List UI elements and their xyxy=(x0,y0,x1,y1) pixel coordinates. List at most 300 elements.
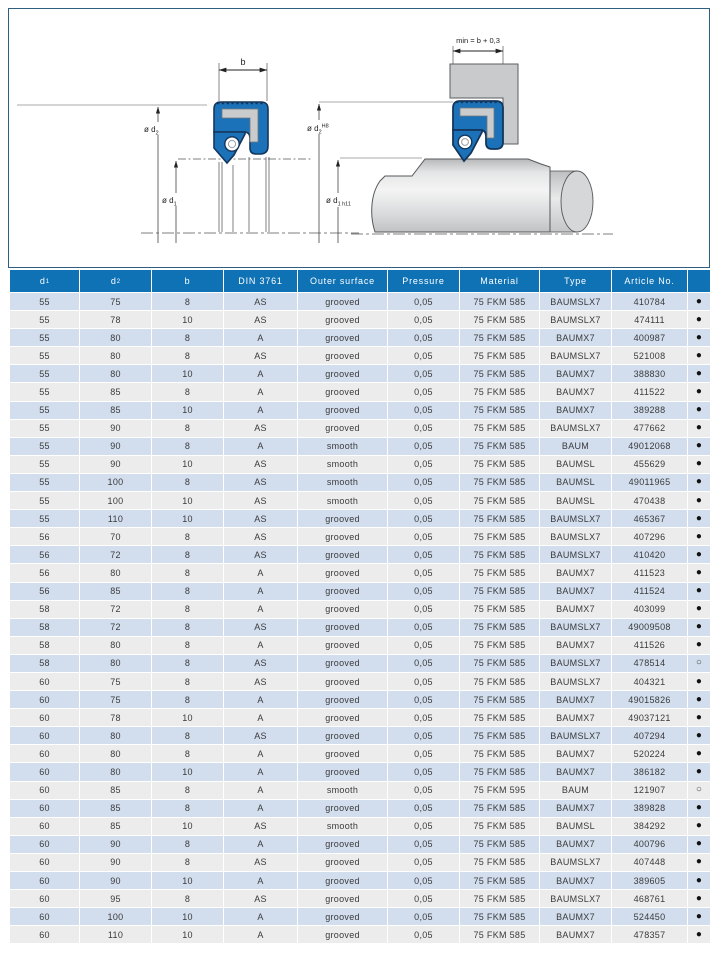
availability-dot-filled: ● xyxy=(688,890,710,907)
seal-cross-section xyxy=(214,102,268,163)
cell-pressure: 0,05 xyxy=(388,383,459,400)
cell-b: 8 xyxy=(152,800,223,817)
cell-pressure: 0,05 xyxy=(388,365,459,382)
cell-din-3761: AS xyxy=(224,510,297,527)
cell-outer-surface: grooved xyxy=(298,546,387,563)
table-row xyxy=(10,383,710,400)
d1-label: ø $d_1$ xyxy=(162,196,177,208)
cell-din-3761: A xyxy=(224,926,297,943)
cell-d2: 85 xyxy=(80,402,151,419)
cell-d2: 110 xyxy=(80,926,151,943)
cell-article-no: 474111 xyxy=(612,311,687,328)
availability-dot-filled: ● xyxy=(688,637,710,654)
cell-din-3761: AS xyxy=(224,311,297,328)
cell-d1: 60 xyxy=(10,745,79,762)
cell-din-3761: A xyxy=(224,745,297,762)
cell-material: 75 FKM 585 xyxy=(460,926,539,943)
cell-din-3761: A xyxy=(224,908,297,925)
cell-type: BAUMX7 xyxy=(540,601,611,618)
cell-material: 75 FKM 585 xyxy=(460,890,539,907)
cell-article-no: 520224 xyxy=(612,745,687,762)
cell-type: BAUMSLX7 xyxy=(540,420,611,437)
availability-dot-filled: ● xyxy=(688,763,710,780)
cell-outer-surface: grooved xyxy=(298,583,387,600)
cell-outer-surface: grooved xyxy=(298,619,387,636)
cell-material: 75 FKM 585 xyxy=(460,528,539,545)
cell-din-3761: A xyxy=(224,601,297,618)
cell-outer-surface: grooved xyxy=(298,854,387,871)
cell-article-no: 478357 xyxy=(612,926,687,943)
cell-b: 8 xyxy=(152,637,223,654)
availability-dot-filled: ● xyxy=(688,818,710,835)
cell-material: 75 FKM 585 xyxy=(460,709,539,726)
cell-pressure: 0,05 xyxy=(388,763,459,780)
availability-dot-filled: ● xyxy=(688,673,710,690)
cell-d1: 60 xyxy=(10,872,79,889)
cell-d2: 90 xyxy=(80,438,151,455)
cell-article-no: 404321 xyxy=(612,673,687,690)
cell-din-3761: AS xyxy=(224,528,297,545)
availability-dot-filled: ● xyxy=(688,492,710,509)
availability-dot-filled: ● xyxy=(688,329,710,346)
cell-outer-surface: grooved xyxy=(298,383,387,400)
cell-din-3761: A xyxy=(224,564,297,581)
cell-outer-surface: grooved xyxy=(298,402,387,419)
table-row xyxy=(10,402,710,419)
availability-dot-filled: ● xyxy=(688,311,710,328)
cell-pressure: 0,05 xyxy=(388,727,459,744)
cell-d1: 60 xyxy=(10,890,79,907)
cell-b: 8 xyxy=(152,836,223,853)
cell-din-3761: A xyxy=(224,782,297,799)
cell-outer-surface: smooth xyxy=(298,438,387,455)
cell-type: BAUMX7 xyxy=(540,908,611,925)
cell-din-3761: AS xyxy=(224,655,297,672)
column-header-type: Type xyxy=(540,270,611,292)
cell-material: 75 FKM 585 xyxy=(460,727,539,744)
cell-article-no: 49009508 xyxy=(612,619,687,636)
cell-article-no: 49015826 xyxy=(612,691,687,708)
garter-spring xyxy=(458,135,472,149)
cell-b: 8 xyxy=(152,619,223,636)
availability-dot-filled: ● xyxy=(688,800,710,817)
cell-d1: 55 xyxy=(10,420,79,437)
table-row xyxy=(10,818,710,835)
table-row xyxy=(10,673,710,690)
cell-d1: 58 xyxy=(10,619,79,636)
table-row xyxy=(10,619,710,636)
table-row xyxy=(10,908,710,925)
cell-article-no: 470438 xyxy=(612,492,687,509)
cell-d1: 55 xyxy=(10,329,79,346)
cell-pressure: 0,05 xyxy=(388,637,459,654)
cell-d2: 75 xyxy=(80,691,151,708)
cell-article-no: 49037121 xyxy=(612,709,687,726)
cell-outer-surface: grooved xyxy=(298,365,387,382)
table-row xyxy=(10,329,710,346)
cell-pressure: 0,05 xyxy=(388,601,459,618)
cell-d2: 80 xyxy=(80,745,151,762)
cell-d2: 80 xyxy=(80,329,151,346)
cell-outer-surface: grooved xyxy=(298,800,387,817)
cell-material: 75 FKM 585 xyxy=(460,329,539,346)
cell-d2: 80 xyxy=(80,655,151,672)
cell-type: BAUMSLX7 xyxy=(540,673,611,690)
cell-din-3761: A xyxy=(224,872,297,889)
cell-material: 75 FKM 585 xyxy=(460,836,539,853)
cell-material: 75 FKM 585 xyxy=(460,438,539,455)
cell-pressure: 0,05 xyxy=(388,311,459,328)
availability-dot-filled: ● xyxy=(688,619,710,636)
cell-b: 10 xyxy=(152,456,223,473)
cell-outer-surface: grooved xyxy=(298,890,387,907)
cell-d1: 58 xyxy=(10,637,79,654)
cell-d1: 60 xyxy=(10,926,79,943)
cell-type: BAUMSL xyxy=(540,818,611,835)
table-row xyxy=(10,727,710,744)
cell-material: 75 FKM 585 xyxy=(460,908,539,925)
cell-type: BAUMSLX7 xyxy=(540,854,611,871)
table-row xyxy=(10,293,710,310)
cell-article-no: 411523 xyxy=(612,564,687,581)
table-row xyxy=(10,763,710,780)
table-row xyxy=(10,510,710,527)
cell-type: BAUMSLX7 xyxy=(540,546,611,563)
cell-d1: 55 xyxy=(10,474,79,491)
cell-type: BAUMX7 xyxy=(540,800,611,817)
cell-b: 8 xyxy=(152,583,223,600)
cell-material: 75 FKM 585 xyxy=(460,872,539,889)
cell-outer-surface: grooved xyxy=(298,836,387,853)
cell-material: 75 FKM 585 xyxy=(460,854,539,871)
cell-din-3761: A xyxy=(224,402,297,419)
cell-d1: 60 xyxy=(10,782,79,799)
table-row xyxy=(10,709,710,726)
shaft-end-cap xyxy=(561,171,593,232)
cell-outer-surface: grooved xyxy=(298,908,387,925)
cell-material: 75 FKM 585 xyxy=(460,691,539,708)
availability-dot-filled: ● xyxy=(688,583,710,600)
availability-dot-filled: ● xyxy=(688,474,710,491)
cell-din-3761: AS xyxy=(224,890,297,907)
cell-din-3761: AS xyxy=(224,347,297,364)
table-row xyxy=(10,474,710,491)
cell-d2: 90 xyxy=(80,854,151,871)
cell-d1: 56 xyxy=(10,564,79,581)
cell-din-3761: AS xyxy=(224,818,297,835)
cell-material: 75 FKM 595 xyxy=(460,782,539,799)
cell-b: 10 xyxy=(152,818,223,835)
availability-dot-filled: ● xyxy=(688,438,710,455)
cell-d2: 80 xyxy=(80,347,151,364)
cell-b: 8 xyxy=(152,691,223,708)
cell-type: BAUMX7 xyxy=(540,836,611,853)
availability-dot-filled: ● xyxy=(688,383,710,400)
cell-d1: 60 xyxy=(10,691,79,708)
cell-d1: 55 xyxy=(10,383,79,400)
cell-b: 10 xyxy=(152,763,223,780)
cell-b: 8 xyxy=(152,727,223,744)
cell-material: 75 FKM 585 xyxy=(460,619,539,636)
cell-din-3761: AS xyxy=(224,492,297,509)
availability-dot-filled: ● xyxy=(688,709,710,726)
cell-d1: 55 xyxy=(10,456,79,473)
cell-article-no: 400987 xyxy=(612,329,687,346)
cell-d2: 72 xyxy=(80,546,151,563)
cell-din-3761: A xyxy=(224,763,297,780)
cell-din-3761: AS xyxy=(224,474,297,491)
width-dimension-label: b xyxy=(240,57,246,67)
table-row xyxy=(10,854,710,871)
cell-outer-surface: smooth xyxy=(298,782,387,799)
availability-dot-filled: ● xyxy=(688,745,710,762)
cell-type: BAUMX7 xyxy=(540,365,611,382)
column-header-material: Material xyxy=(460,270,539,292)
cell-din-3761: A xyxy=(224,800,297,817)
cell-material: 75 FKM 585 xyxy=(460,800,539,817)
cell-din-3761: A xyxy=(224,637,297,654)
cell-pressure: 0,05 xyxy=(388,854,459,871)
cell-b: 8 xyxy=(152,546,223,563)
cell-type: BAUMX7 xyxy=(540,402,611,419)
cell-d2: 100 xyxy=(80,474,151,491)
cell-article-no: 403099 xyxy=(612,601,687,618)
cell-material: 75 FKM 585 xyxy=(460,347,539,364)
cell-outer-surface: grooved xyxy=(298,564,387,581)
cell-pressure: 0,05 xyxy=(388,293,459,310)
garter-spring xyxy=(225,137,239,151)
cell-material: 75 FKM 585 xyxy=(460,474,539,491)
cell-pressure: 0,05 xyxy=(388,691,459,708)
d1-tolerance-label: ø $d_1$ h11 xyxy=(326,196,351,208)
cell-pressure: 0,05 xyxy=(388,510,459,527)
cell-material: 75 FKM 585 xyxy=(460,673,539,690)
cell-b: 10 xyxy=(152,872,223,889)
table-row xyxy=(10,347,710,364)
table-row xyxy=(10,492,710,509)
cell-d2: 75 xyxy=(80,673,151,690)
column-header-b: b xyxy=(152,270,223,292)
cell-type: BAUMX7 xyxy=(540,763,611,780)
table-row xyxy=(10,782,710,799)
table-row xyxy=(10,836,710,853)
cell-article-no: 477662 xyxy=(612,420,687,437)
cell-material: 75 FKM 585 xyxy=(460,564,539,581)
table-row xyxy=(10,926,710,943)
column-header-d1: d 1 xyxy=(10,270,79,292)
cell-d1: 60 xyxy=(10,818,79,835)
availability-dot-filled: ● xyxy=(688,854,710,871)
cell-type: BAUM xyxy=(540,438,611,455)
cell-d1: 60 xyxy=(10,763,79,780)
cell-outer-surface: grooved xyxy=(298,763,387,780)
bore-lines xyxy=(219,157,269,232)
cell-pressure: 0,05 xyxy=(388,709,459,726)
column-header-pressure: Pressure xyxy=(388,270,459,292)
availability-dot-filled: ● xyxy=(688,402,710,419)
seal-dimension-table xyxy=(10,270,710,943)
cell-outer-surface: grooved xyxy=(298,872,387,889)
cell-pressure: 0,05 xyxy=(388,583,459,600)
table-row xyxy=(10,601,710,618)
cell-material: 75 FKM 585 xyxy=(460,637,539,654)
cell-material: 75 FKM 585 xyxy=(460,510,539,527)
cell-d1: 55 xyxy=(10,293,79,310)
table-row xyxy=(10,872,710,889)
cell-type: BAUMX7 xyxy=(540,383,611,400)
cell-type: BAUMX7 xyxy=(540,745,611,762)
table-row xyxy=(10,583,710,600)
cell-d1: 55 xyxy=(10,402,79,419)
cell-din-3761: A xyxy=(224,709,297,726)
cell-pressure: 0,05 xyxy=(388,655,459,672)
cell-din-3761: AS xyxy=(224,420,297,437)
cell-type: BAUMSL xyxy=(540,456,611,473)
cell-b: 10 xyxy=(152,908,223,925)
cell-din-3761: A xyxy=(224,383,297,400)
cell-d1: 55 xyxy=(10,365,79,382)
cell-d2: 72 xyxy=(80,619,151,636)
cell-pressure: 0,05 xyxy=(388,926,459,943)
cell-article-no: 410784 xyxy=(612,293,687,310)
availability-dot-filled: ● xyxy=(688,347,710,364)
cell-b: 8 xyxy=(152,673,223,690)
cell-d1: 60 xyxy=(10,800,79,817)
cell-d2: 110 xyxy=(80,510,151,527)
cell-type: BAUMX7 xyxy=(540,564,611,581)
cell-outer-surface: grooved xyxy=(298,727,387,744)
cell-type: BAUMX7 xyxy=(540,872,611,889)
cell-din-3761: AS xyxy=(224,673,297,690)
cell-type: BAUMSLX7 xyxy=(540,890,611,907)
cell-d2: 80 xyxy=(80,365,151,382)
cell-outer-surface: grooved xyxy=(298,528,387,545)
cell-din-3761: AS xyxy=(224,456,297,473)
cell-article-no: 49012068 xyxy=(612,438,687,455)
cell-din-3761: A xyxy=(224,583,297,600)
cell-outer-surface: grooved xyxy=(298,655,387,672)
cell-d1: 60 xyxy=(10,836,79,853)
cell-d2: 80 xyxy=(80,564,151,581)
table-row xyxy=(10,365,710,382)
cell-b: 8 xyxy=(152,383,223,400)
seal-cross-section-drawing xyxy=(9,9,709,267)
cell-b: 10 xyxy=(152,709,223,726)
cell-outer-surface: grooved xyxy=(298,347,387,364)
cell-material: 75 FKM 585 xyxy=(460,818,539,835)
cell-article-no: 384292 xyxy=(612,818,687,835)
cell-type: BAUMSLX7 xyxy=(540,619,611,636)
cell-pressure: 0,05 xyxy=(388,402,459,419)
cell-article-no: 524450 xyxy=(612,908,687,925)
cell-article-no: 388830 xyxy=(612,365,687,382)
table-row xyxy=(10,800,710,817)
availability-dot-hollow: ○ xyxy=(688,782,710,799)
cell-d1: 55 xyxy=(10,311,79,328)
availability-dot-filled: ● xyxy=(688,872,710,889)
cell-type: BAUMSLX7 xyxy=(540,293,611,310)
cell-material: 75 FKM 585 xyxy=(460,456,539,473)
cell-d2: 100 xyxy=(80,492,151,509)
cell-type: BAUMX7 xyxy=(540,583,611,600)
cell-d2: 95 xyxy=(80,890,151,907)
cell-din-3761: A xyxy=(224,438,297,455)
cell-pressure: 0,05 xyxy=(388,329,459,346)
cell-outer-surface: smooth xyxy=(298,474,387,491)
cell-pressure: 0,05 xyxy=(388,528,459,545)
cell-d2: 90 xyxy=(80,456,151,473)
cell-d1: 60 xyxy=(10,854,79,871)
availability-dot-filled: ● xyxy=(688,365,710,382)
cell-outer-surface: grooved xyxy=(298,709,387,726)
column-header-outer-surface: Outer surface xyxy=(298,270,387,292)
cell-b: 8 xyxy=(152,474,223,491)
cell-type: BAUMX7 xyxy=(540,926,611,943)
cell-article-no: 49011965 xyxy=(612,474,687,491)
cell-b: 8 xyxy=(152,329,223,346)
cell-b: 8 xyxy=(152,564,223,581)
cell-pressure: 0,05 xyxy=(388,836,459,853)
cell-d2: 80 xyxy=(80,727,151,744)
cell-type: BAUMX7 xyxy=(540,329,611,346)
cell-material: 75 FKM 585 xyxy=(460,763,539,780)
availability-dot-filled: ● xyxy=(688,601,710,618)
cell-article-no: 407294 xyxy=(612,727,687,744)
cell-din-3761: A xyxy=(224,329,297,346)
cell-type: BAUMSL xyxy=(540,474,611,491)
cell-pressure: 0,05 xyxy=(388,456,459,473)
cell-din-3761: AS xyxy=(224,546,297,563)
availability-dot-filled: ● xyxy=(688,926,710,943)
table-row xyxy=(10,546,710,563)
cell-din-3761: AS xyxy=(224,293,297,310)
cell-type: BAUMX7 xyxy=(540,709,611,726)
cell-d2: 78 xyxy=(80,311,151,328)
cell-type: BAUMSL xyxy=(540,492,611,509)
d2-tolerance-label: ø $d_2^{H8}$ xyxy=(307,123,329,136)
cell-outer-surface: grooved xyxy=(298,673,387,690)
installation-view xyxy=(304,36,613,243)
cell-pressure: 0,05 xyxy=(388,564,459,581)
cell-pressure: 0,05 xyxy=(388,818,459,835)
cell-outer-surface: grooved xyxy=(298,745,387,762)
cell-outer-surface: grooved xyxy=(298,926,387,943)
column-header-article-no: Article No. xyxy=(612,270,687,292)
cell-d1: 55 xyxy=(10,347,79,364)
cell-material: 75 FKM 585 xyxy=(460,293,539,310)
availability-dot-filled: ● xyxy=(688,727,710,744)
cell-d1: 58 xyxy=(10,601,79,618)
availability-dot-filled: ● xyxy=(688,908,710,925)
cell-pressure: 0,05 xyxy=(388,438,459,455)
availability-dot-filled: ● xyxy=(688,456,710,473)
cell-pressure: 0,05 xyxy=(388,420,459,437)
cell-b: 8 xyxy=(152,438,223,455)
cell-d1: 60 xyxy=(10,673,79,690)
cell-material: 75 FKM 585 xyxy=(460,420,539,437)
table-header-row xyxy=(10,270,710,292)
cell-material: 75 FKM 585 xyxy=(460,402,539,419)
cell-article-no: 389828 xyxy=(612,800,687,817)
cell-material: 75 FKM 585 xyxy=(460,745,539,762)
cell-outer-surface: grooved xyxy=(298,601,387,618)
cell-d1: 60 xyxy=(10,908,79,925)
table-row xyxy=(10,890,710,907)
table-row xyxy=(10,528,710,545)
availability-dot-filled: ● xyxy=(688,420,710,437)
cell-outer-surface: grooved xyxy=(298,329,387,346)
cell-material: 75 FKM 585 xyxy=(460,492,539,509)
